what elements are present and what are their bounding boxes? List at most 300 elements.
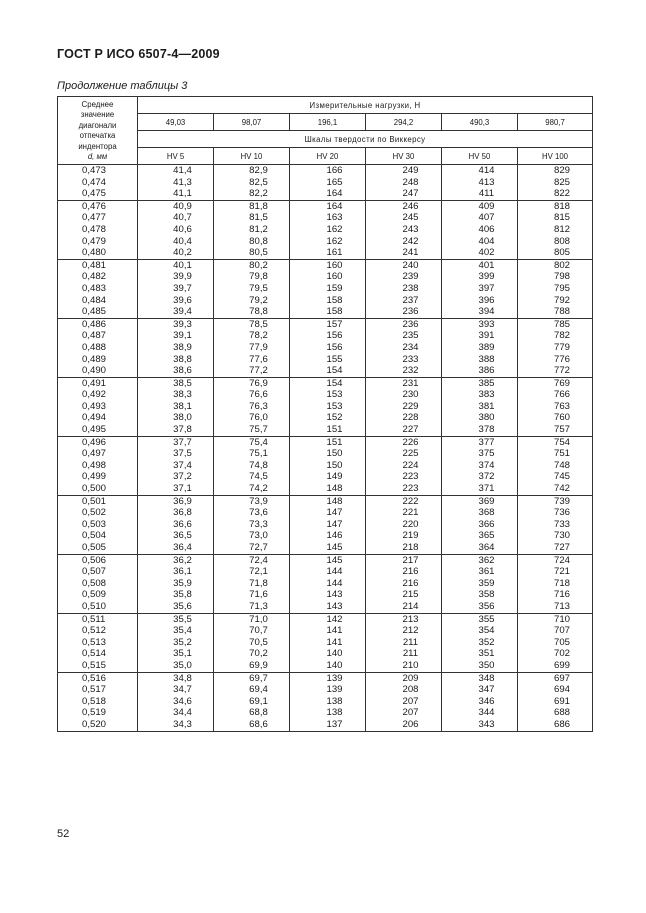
hardness-value: 822 bbox=[554, 188, 571, 200]
diagonal-value: 0,498 bbox=[82, 459, 107, 471]
hardness-value: 70,7 bbox=[249, 625, 268, 637]
hardness-value: 72,7 bbox=[249, 542, 268, 553]
hardness-value: 68,6 bbox=[249, 718, 268, 730]
hardness-value: 239 bbox=[402, 271, 419, 283]
hardness-value: 223 bbox=[402, 471, 419, 483]
hardness-value: 795 bbox=[554, 282, 571, 294]
hardness-value: 232 bbox=[402, 365, 419, 377]
scale-cell: HV 10 bbox=[214, 148, 290, 165]
hardness-value: 378 bbox=[478, 424, 495, 436]
hardness-value: 69,7 bbox=[249, 672, 268, 684]
hardness-value: 37,4 bbox=[173, 459, 192, 471]
diagonal-value: 0,479 bbox=[82, 235, 107, 247]
hardness-cell bbox=[366, 436, 442, 495]
hardness-value: 229 bbox=[402, 400, 419, 412]
hardness-value: 209 bbox=[402, 672, 419, 684]
hardness-cell bbox=[442, 613, 518, 672]
diagonal-value: 0,501 bbox=[82, 495, 107, 507]
scales-caption: Шкалы твердости по Виккерсу bbox=[138, 131, 593, 148]
diagonal-value: 0,512 bbox=[82, 625, 107, 637]
hardness-cell bbox=[290, 495, 366, 554]
hardness-value: 154 bbox=[326, 377, 343, 389]
hardness-value: 38,6 bbox=[173, 365, 192, 377]
diagonal-cell bbox=[58, 318, 138, 377]
load-cell: 490,3 bbox=[442, 114, 518, 131]
hardness-value: 397 bbox=[478, 282, 495, 294]
hardness-value: 354 bbox=[478, 625, 495, 637]
hardness-value: 145 bbox=[326, 542, 343, 553]
hardness-value: 36,5 bbox=[173, 530, 192, 542]
load-cell: 196,1 bbox=[290, 114, 366, 131]
hardness-cell bbox=[518, 259, 593, 318]
hardness-value: 74,5 bbox=[249, 471, 268, 483]
hardness-value: 158 bbox=[326, 294, 343, 306]
hardness-value: 40,7 bbox=[173, 212, 192, 224]
diagonal-cell bbox=[58, 495, 138, 554]
hardness-cell bbox=[518, 318, 593, 377]
hardness-value: 772 bbox=[554, 365, 571, 377]
hardness-value: 207 bbox=[402, 695, 419, 707]
hardness-value: 71,0 bbox=[249, 613, 268, 625]
hardness-value: 76,9 bbox=[249, 377, 268, 389]
hardness-value: 40,4 bbox=[173, 235, 192, 247]
hardness-value: 81,2 bbox=[249, 223, 268, 235]
hardness-value: 216 bbox=[402, 566, 419, 578]
hardness-cell bbox=[290, 318, 366, 377]
hardness-table bbox=[57, 96, 593, 732]
hardness-cell bbox=[366, 165, 442, 201]
hardness-value: 35,6 bbox=[173, 600, 192, 612]
hardness-value: 76,0 bbox=[249, 412, 268, 424]
hardness-value: 37,5 bbox=[173, 448, 192, 460]
hardness-value: 245 bbox=[402, 212, 419, 224]
diagonal-value: 0,481 bbox=[82, 259, 107, 271]
hardness-cell bbox=[518, 672, 593, 731]
hardness-value: 41,1 bbox=[173, 188, 192, 200]
hardness-value: 161 bbox=[326, 247, 343, 259]
diagonal-value: 0,520 bbox=[82, 718, 107, 730]
table-body bbox=[58, 165, 593, 732]
hardness-value: 164 bbox=[326, 188, 343, 200]
table-row-group bbox=[58, 613, 593, 672]
hardness-value: 35,1 bbox=[173, 648, 192, 660]
diagonal-value: 0,504 bbox=[82, 530, 107, 542]
hardness-value: 34,7 bbox=[173, 684, 192, 696]
diagonal-value: 0,517 bbox=[82, 684, 107, 696]
hardness-value: 216 bbox=[402, 577, 419, 589]
hardness-cell bbox=[290, 165, 366, 201]
hardness-value: 694 bbox=[554, 684, 571, 696]
hardness-value: 808 bbox=[554, 235, 571, 247]
hardness-value: 148 bbox=[326, 483, 343, 495]
hardness-cell bbox=[518, 377, 593, 436]
hardness-value: 231 bbox=[402, 377, 419, 389]
hardness-value: 41,4 bbox=[173, 165, 192, 176]
hardness-cell bbox=[442, 436, 518, 495]
table-row-group bbox=[58, 200, 593, 259]
hardness-value: 351 bbox=[478, 648, 495, 660]
hardness-value: 69,9 bbox=[249, 659, 268, 671]
hardness-value: 211 bbox=[402, 648, 419, 660]
hardness-value: 380 bbox=[478, 412, 495, 424]
hardness-value: 369 bbox=[478, 495, 495, 507]
hardness-value: 402 bbox=[478, 247, 495, 259]
hardness-value: 146 bbox=[326, 530, 343, 542]
hardness-cell bbox=[442, 259, 518, 318]
hardness-value: 375 bbox=[478, 448, 495, 460]
hardness-value: 41,3 bbox=[173, 176, 192, 188]
diagonal-header-line: Среднее bbox=[81, 100, 114, 109]
hardness-value: 240 bbox=[402, 259, 419, 271]
hardness-value: 355 bbox=[478, 613, 495, 625]
hardness-value: 713 bbox=[554, 600, 571, 612]
hardness-value: 138 bbox=[326, 707, 343, 719]
diagonal-value: 0,514 bbox=[82, 648, 107, 660]
hardness-value: 75,1 bbox=[249, 448, 268, 460]
hardness-value: 70,5 bbox=[249, 636, 268, 648]
hardness-value: 699 bbox=[554, 659, 571, 671]
diagonal-cell bbox=[58, 436, 138, 495]
hardness-value: 779 bbox=[554, 341, 571, 353]
hardness-value: 166 bbox=[326, 165, 343, 176]
hardness-value: 37,1 bbox=[173, 483, 192, 495]
page-number: 52 bbox=[57, 828, 70, 840]
hardness-value: 138 bbox=[326, 695, 343, 707]
diagonal-header bbox=[58, 97, 138, 165]
hardness-value: 381 bbox=[478, 400, 495, 412]
hardness-cell bbox=[214, 318, 290, 377]
hardness-cell bbox=[138, 436, 214, 495]
diagonal-value: 0,519 bbox=[82, 707, 107, 719]
hardness-cell bbox=[214, 200, 290, 259]
load-cell: 49,03 bbox=[138, 114, 214, 131]
hardness-value: 82,9 bbox=[249, 165, 268, 176]
hardness-cell bbox=[290, 613, 366, 672]
hardness-value: 366 bbox=[478, 518, 495, 530]
hardness-value: 220 bbox=[402, 518, 419, 530]
diagonal-header-line: отпечатка bbox=[79, 131, 116, 141]
hardness-value: 147 bbox=[326, 518, 343, 530]
diagonal-header-line: диагонали bbox=[78, 120, 117, 130]
hardness-value: 160 bbox=[326, 271, 343, 283]
hardness-value: 792 bbox=[554, 294, 571, 306]
hardness-value: 812 bbox=[554, 223, 571, 235]
hardness-cell bbox=[366, 613, 442, 672]
hardness-value: 156 bbox=[326, 330, 343, 342]
hardness-value: 79,2 bbox=[249, 294, 268, 306]
hardness-cell bbox=[366, 554, 442, 613]
hardness-cell bbox=[214, 554, 290, 613]
hardness-cell bbox=[214, 436, 290, 495]
hardness-value: 39,6 bbox=[173, 294, 192, 306]
hardness-value: 368 bbox=[478, 507, 495, 519]
hardness-value: 782 bbox=[554, 330, 571, 342]
hardness-value: 79,8 bbox=[249, 271, 268, 283]
hardness-value: 399 bbox=[478, 271, 495, 283]
diagonal-cell bbox=[58, 259, 138, 318]
diagonal-value: 0,482 bbox=[82, 271, 107, 283]
hardness-cell bbox=[366, 495, 442, 554]
hardness-cell bbox=[442, 377, 518, 436]
hardness-value: 38,5 bbox=[173, 377, 192, 389]
hardness-value: 151 bbox=[326, 436, 343, 448]
diagonal-value: 0,488 bbox=[82, 341, 107, 353]
load-cell: 294,2 bbox=[366, 114, 442, 131]
hardness-value: 721 bbox=[554, 566, 571, 578]
hardness-cell bbox=[442, 672, 518, 731]
diagonal-value: 0,494 bbox=[82, 412, 107, 424]
hardness-value: 35,8 bbox=[173, 589, 192, 601]
hardness-value: 39,9 bbox=[173, 271, 192, 283]
hardness-value: 818 bbox=[554, 200, 571, 212]
diagonal-value: 0,484 bbox=[82, 294, 107, 306]
hardness-value: 829 bbox=[554, 165, 571, 176]
hardness-cell bbox=[290, 377, 366, 436]
hardness-value: 238 bbox=[402, 282, 419, 294]
hardness-value: 235 bbox=[402, 330, 419, 342]
hardness-value: 208 bbox=[402, 684, 419, 696]
diagonal-value: 0,493 bbox=[82, 400, 107, 412]
table-row-group bbox=[58, 165, 593, 201]
hardness-value: 359 bbox=[478, 577, 495, 589]
hardness-value: 78,2 bbox=[249, 330, 268, 342]
hardness-cell bbox=[214, 259, 290, 318]
hardness-value: 802 bbox=[554, 259, 571, 271]
hardness-cell bbox=[366, 259, 442, 318]
hardness-value: 391 bbox=[478, 330, 495, 342]
hardness-value: 140 bbox=[326, 648, 343, 660]
hardness-cell bbox=[138, 259, 214, 318]
hardness-value: 211 bbox=[402, 636, 419, 648]
hardness-value: 754 bbox=[554, 436, 571, 448]
diagonal-value: 0,473 bbox=[82, 165, 107, 176]
diagonal-value: 0,490 bbox=[82, 365, 107, 377]
diagonal-cell bbox=[58, 672, 138, 731]
hardness-value: 702 bbox=[554, 648, 571, 660]
hardness-value: 383 bbox=[478, 389, 495, 401]
hardness-cell bbox=[518, 200, 593, 259]
hardness-value: 769 bbox=[554, 377, 571, 389]
table-continuation-caption: Продолжение таблицы 3 bbox=[57, 80, 188, 92]
hardness-value: 371 bbox=[478, 483, 495, 495]
table-row-group bbox=[58, 495, 593, 554]
hardness-value: 81,5 bbox=[249, 212, 268, 224]
hardness-value: 697 bbox=[554, 672, 571, 684]
diagonal-cell bbox=[58, 377, 138, 436]
hardness-value: 71,3 bbox=[249, 600, 268, 612]
hardness-value: 35,5 bbox=[173, 613, 192, 625]
hardness-value: 40,1 bbox=[173, 259, 192, 271]
diagonal-value: 0,506 bbox=[82, 554, 107, 566]
hardness-value: 386 bbox=[478, 365, 495, 377]
hardness-cell bbox=[138, 495, 214, 554]
diagonal-value: 0,485 bbox=[82, 306, 107, 318]
hardness-value: 35,2 bbox=[173, 636, 192, 648]
hardness-cell bbox=[518, 436, 593, 495]
hardness-value: 157 bbox=[326, 318, 343, 330]
hardness-value: 40,6 bbox=[173, 223, 192, 235]
diagonal-value: 0,508 bbox=[82, 577, 107, 589]
hardness-value: 139 bbox=[326, 684, 343, 696]
diagonal-value: 0,495 bbox=[82, 424, 107, 436]
hardness-value: 219 bbox=[402, 530, 419, 542]
hardness-cell bbox=[290, 436, 366, 495]
hardness-value: 76,6 bbox=[249, 389, 268, 401]
table-row-group bbox=[58, 318, 593, 377]
hardness-value: 75,4 bbox=[249, 436, 268, 448]
hardness-value: 36,2 bbox=[173, 554, 192, 566]
hardness-value: 73,3 bbox=[249, 518, 268, 530]
table-row-group bbox=[58, 554, 593, 613]
hardness-value: 162 bbox=[326, 235, 343, 247]
hardness-cell bbox=[214, 165, 290, 201]
hardness-value: 35,4 bbox=[173, 625, 192, 637]
hardness-value: 247 bbox=[402, 188, 419, 200]
hardness-value: 35,9 bbox=[173, 577, 192, 589]
hardness-value: 71,8 bbox=[249, 577, 268, 589]
table-row-group bbox=[58, 436, 593, 495]
hardness-value: 213 bbox=[402, 613, 419, 625]
hardness-value: 38,9 bbox=[173, 341, 192, 353]
hardness-value: 70,2 bbox=[249, 648, 268, 660]
hardness-value: 69,1 bbox=[249, 695, 268, 707]
diagonal-value: 0,516 bbox=[82, 672, 107, 684]
hardness-value: 362 bbox=[478, 554, 495, 566]
hardness-value: 82,2 bbox=[249, 188, 268, 200]
hardness-value: 766 bbox=[554, 389, 571, 401]
hardness-value: 246 bbox=[402, 200, 419, 212]
hardness-value: 150 bbox=[326, 448, 343, 460]
table-row-group bbox=[58, 259, 593, 318]
hardness-cell bbox=[290, 200, 366, 259]
diagonal-value: 0,499 bbox=[82, 471, 107, 483]
hardness-value: 158 bbox=[326, 306, 343, 318]
hardness-value: 346 bbox=[478, 695, 495, 707]
hardness-value: 34,4 bbox=[173, 707, 192, 719]
hardness-value: 236 bbox=[402, 318, 419, 330]
hardness-value: 212 bbox=[402, 625, 419, 637]
hardness-value: 163 bbox=[326, 212, 343, 224]
diagonal-cell bbox=[58, 165, 138, 201]
diagonal-cell bbox=[58, 613, 138, 672]
hardness-value: 730 bbox=[554, 530, 571, 542]
hardness-value: 222 bbox=[402, 495, 419, 507]
diagonal-cell bbox=[58, 554, 138, 613]
hardness-cell bbox=[518, 495, 593, 554]
hardness-value: 82,5 bbox=[249, 176, 268, 188]
hardness-value: 34,3 bbox=[173, 718, 192, 730]
diagonal-value: 0,474 bbox=[82, 176, 107, 188]
hardness-value: 72,4 bbox=[249, 554, 268, 566]
hardness-value: 164 bbox=[326, 200, 343, 212]
hardness-value: 243 bbox=[402, 223, 419, 235]
diagonal-header-line: индентора bbox=[78, 141, 117, 151]
hardness-value: 388 bbox=[478, 353, 495, 365]
hardness-value: 404 bbox=[478, 235, 495, 247]
hardness-value: 748 bbox=[554, 459, 571, 471]
hardness-value: 223 bbox=[402, 483, 419, 495]
hardness-value: 77,2 bbox=[249, 365, 268, 377]
hardness-value: 344 bbox=[478, 707, 495, 719]
diagonal-value: 0,511 bbox=[82, 613, 106, 625]
hardness-value: 34,6 bbox=[173, 695, 192, 707]
diagonal-value: 0,492 bbox=[82, 389, 107, 401]
hardness-value: 226 bbox=[402, 436, 419, 448]
hardness-value: 74,8 bbox=[249, 459, 268, 471]
diagonal-value: 0,503 bbox=[82, 518, 107, 530]
diagonal-header-unit: d, мм bbox=[87, 152, 108, 162]
hardness-value: 38,1 bbox=[173, 400, 192, 412]
hardness-value: 75,7 bbox=[249, 424, 268, 436]
hardness-value: 361 bbox=[478, 566, 495, 578]
hardness-cell bbox=[518, 554, 593, 613]
hardness-value: 411 bbox=[478, 188, 495, 200]
hardness-value: 234 bbox=[402, 341, 419, 353]
hardness-value: 153 bbox=[326, 389, 343, 401]
scale-cell: HV 100 bbox=[518, 148, 593, 165]
scale-cell: HV 30 bbox=[366, 148, 442, 165]
hardness-value: 143 bbox=[326, 600, 343, 612]
hardness-value: 401 bbox=[478, 259, 495, 271]
hardness-value: 37,8 bbox=[173, 424, 192, 436]
hardness-value: 80,8 bbox=[249, 235, 268, 247]
hardness-value: 38,3 bbox=[173, 389, 192, 401]
diagonal-value: 0,500 bbox=[82, 483, 107, 495]
hardness-value: 76,3 bbox=[249, 400, 268, 412]
hardness-value: 78,8 bbox=[249, 306, 268, 318]
hardness-cell bbox=[366, 200, 442, 259]
hardness-value: 73,0 bbox=[249, 530, 268, 542]
hardness-cell bbox=[290, 554, 366, 613]
diagonal-value: 0,487 bbox=[82, 330, 107, 342]
document-title: ГОСТ Р ИСО 6507-4—2009 bbox=[57, 47, 220, 61]
diagonal-value: 0,480 bbox=[82, 247, 107, 259]
diagonal-value: 0,486 bbox=[82, 318, 107, 330]
diagonal-value: 0,507 bbox=[82, 566, 107, 578]
load-cell: 98,07 bbox=[214, 114, 290, 131]
hardness-value: 348 bbox=[478, 672, 495, 684]
diagonal-value: 0,497 bbox=[82, 448, 107, 460]
table-header bbox=[58, 97, 593, 165]
hardness-value: 39,3 bbox=[173, 318, 192, 330]
hardness-value: 716 bbox=[554, 589, 571, 601]
hardness-value: 406 bbox=[478, 223, 495, 235]
hardness-value: 409 bbox=[478, 200, 495, 212]
hardness-value: 141 bbox=[326, 625, 343, 637]
hardness-value: 36,1 bbox=[173, 566, 192, 578]
hardness-value: 221 bbox=[402, 507, 419, 519]
hardness-value: 358 bbox=[478, 589, 495, 601]
hardness-value: 144 bbox=[326, 577, 343, 589]
hardness-value: 39,4 bbox=[173, 306, 192, 318]
hardness-cell bbox=[366, 672, 442, 731]
diagonal-value: 0,477 bbox=[82, 212, 107, 224]
hardness-value: 145 bbox=[326, 554, 343, 566]
hardness-value: 143 bbox=[326, 589, 343, 601]
hardness-value: 142 bbox=[326, 613, 343, 625]
hardness-value: 751 bbox=[554, 448, 571, 460]
hardness-value: 34,8 bbox=[173, 672, 192, 684]
hardness-value: 825 bbox=[554, 176, 571, 188]
hardness-value: 776 bbox=[554, 353, 571, 365]
hardness-cell bbox=[138, 377, 214, 436]
hardness-value: 707 bbox=[554, 625, 571, 637]
hardness-cell bbox=[442, 318, 518, 377]
hardness-value: 364 bbox=[478, 542, 495, 553]
hardness-value: 710 bbox=[554, 613, 571, 625]
hardness-cell bbox=[214, 613, 290, 672]
load-cell: 980,7 bbox=[518, 114, 593, 131]
